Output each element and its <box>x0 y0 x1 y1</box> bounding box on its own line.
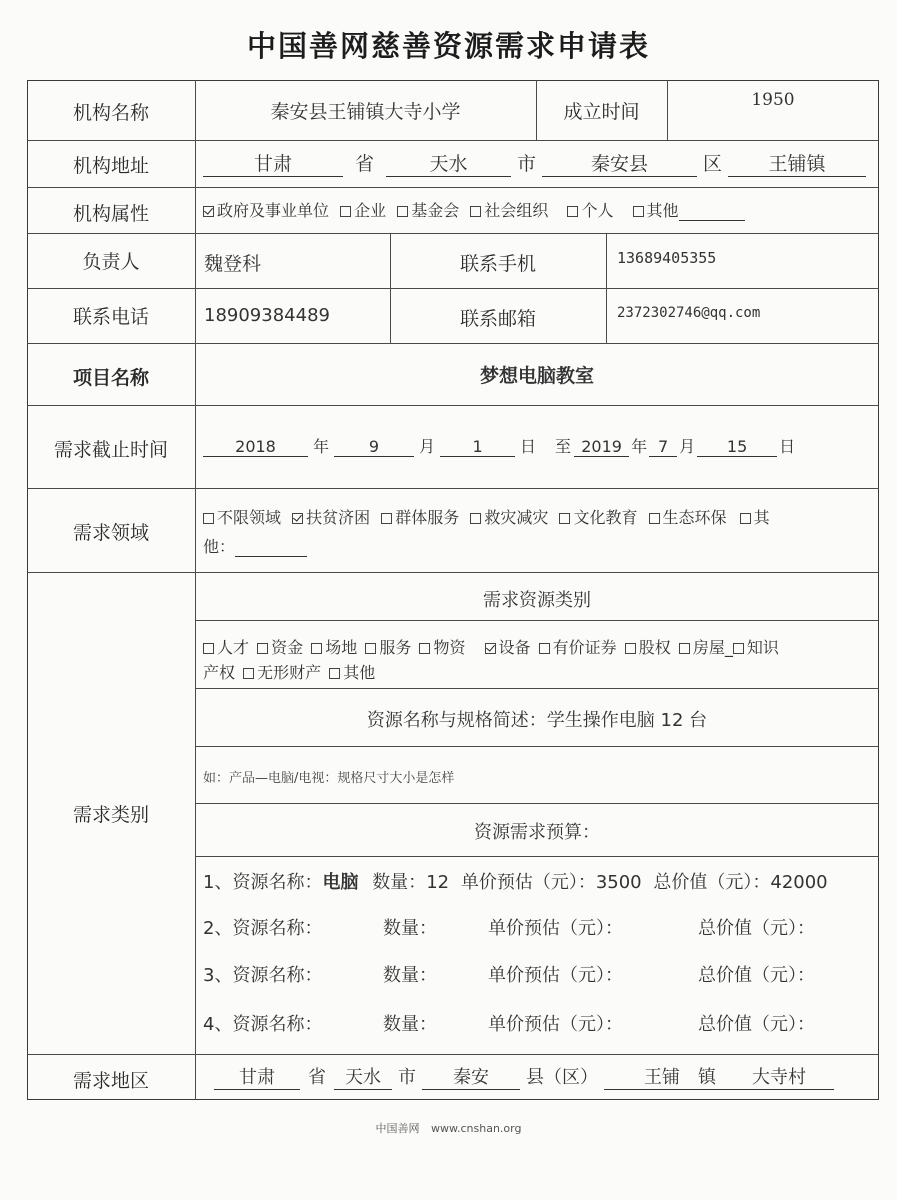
month-unit: 月 <box>419 437 436 456</box>
budget-row-2[interactable] <box>203 914 873 940</box>
org-type-option[interactable] <box>567 201 613 220</box>
resource-option-label: 场地 <box>325 638 358 657</box>
org-type-other-blank[interactable] <box>679 201 745 221</box>
checkbox-checked-icon[interactable] <box>485 643 496 654</box>
checkbox-icon[interactable] <box>329 668 340 679</box>
project-name-value[interactable]: 梦想电脑教室 <box>479 365 594 387</box>
resource-option[interactable] <box>257 638 303 657</box>
resource-option[interactable] <box>419 638 465 657</box>
row-divider <box>27 572 879 573</box>
project-name-label: 项目名称 <box>72 367 149 389</box>
budget-index: 2、资源名称： <box>203 918 323 939</box>
region-town: 王铺 <box>644 1067 680 1088</box>
region-field[interactable] <box>214 1063 834 1090</box>
budget-total: 42000 <box>770 872 828 893</box>
row-divider <box>27 288 879 289</box>
start-year: 2018 <box>203 437 308 457</box>
footer-url[interactable]: www.cnshan.org <box>431 1122 522 1135</box>
org-type-option-label: 社会组织 <box>484 201 549 220</box>
resource-option[interactable] <box>539 638 617 657</box>
budget-header: 资源需求预算： <box>474 822 600 843</box>
org-type-option[interactable] <box>397 201 459 220</box>
end-month: 7 <box>649 437 677 457</box>
leader-value[interactable]: 魏登科 <box>204 253 262 275</box>
checkbox-icon[interactable] <box>203 643 214 654</box>
budget-index: 4、资源名称： <box>203 1014 323 1035</box>
budget-row-3[interactable] <box>203 961 873 987</box>
checkbox-icon[interactable] <box>733 643 744 654</box>
row-divider <box>195 746 879 747</box>
checkbox-icon[interactable] <box>567 206 578 217</box>
row-divider <box>27 140 879 141</box>
province-suffix: 省 <box>355 153 375 175</box>
resource-type-options: 人才 资金 场地 服务 物资 设备 有价证券 股权 房屋_ 知识 <box>203 635 779 658</box>
org-address-field[interactable] <box>203 149 866 177</box>
row-divider <box>27 1054 879 1055</box>
founded-label: 成立时间 <box>563 101 640 123</box>
org-name-label: 机构名称 <box>72 102 149 124</box>
city-suffix: 市 <box>517 153 537 175</box>
budget-row-4[interactable] <box>203 1010 873 1036</box>
checkbox-icon[interactable] <box>257 643 268 654</box>
field-option[interactable] <box>559 508 637 527</box>
budget-price: 3500 <box>595 872 642 893</box>
resource-option-label: 产权 <box>203 663 236 682</box>
phone-value[interactable]: 18909384489 <box>204 305 330 326</box>
start-day: 1 <box>440 437 515 457</box>
row-divider <box>27 187 879 188</box>
budget-qty-label: 数量： <box>383 918 437 939</box>
row-divider <box>195 620 879 621</box>
field-other-label: 他： <box>203 537 236 556</box>
budget-index: 1、资源名称： <box>203 872 323 893</box>
region-city: 天水 <box>334 1063 392 1090</box>
resource-option-label: 人才 <box>217 638 250 657</box>
year-unit: 年 <box>313 437 330 456</box>
checkbox-icon[interactable] <box>633 206 644 217</box>
org-type-option-label: 企业 <box>354 201 387 220</box>
checkbox-icon[interactable] <box>419 643 430 654</box>
org-type-option-label: 个人 <box>581 201 614 220</box>
resource-option-label: 知识 <box>746 638 779 657</box>
budget-qty: 12 <box>426 872 450 893</box>
resource-option-label: 其他 <box>343 663 376 682</box>
budget-total-label: 总价值（元）： <box>698 965 815 986</box>
budget-total-label: 总价值（元）： <box>698 1014 815 1035</box>
org-address-label: 机构地址 <box>72 155 149 177</box>
checkbox-checked-icon[interactable] <box>203 206 214 217</box>
resource-option[interactable] <box>329 663 375 682</box>
field-option[interactable] <box>470 508 548 527</box>
row-divider <box>27 488 879 489</box>
checkbox-icon[interactable] <box>679 643 690 654</box>
day-unit: 日 <box>520 437 537 456</box>
checkbox-icon[interactable] <box>649 513 660 524</box>
field-label: 需求领域 <box>72 522 149 544</box>
resource-option[interactable] <box>311 638 357 657</box>
org-type-option-label: 政府及事业单位 <box>217 201 330 220</box>
field-option[interactable] <box>203 508 281 527</box>
county-suffix: 县（区） <box>526 1067 598 1088</box>
budget-qty-label: 数量： <box>383 1014 437 1035</box>
field-option-label: 生态环保 <box>662 508 727 527</box>
field-option-label: 不限领域 <box>217 508 282 527</box>
mobile-label: 联系手机 <box>459 253 536 275</box>
address-city: 天水 <box>386 149 511 177</box>
district-suffix: 区 <box>703 153 723 175</box>
resource-option[interactable] <box>243 663 321 682</box>
field-option-label: 其 <box>753 508 770 527</box>
budget-price-label: 单价预估（元）： <box>488 1014 623 1035</box>
address-province: 甘肃 <box>203 149 343 177</box>
field-option-label: 群体服务 <box>395 508 460 527</box>
checkbox-icon[interactable] <box>559 513 570 524</box>
start-month: 9 <box>334 437 414 457</box>
resource-option[interactable] <box>485 638 531 657</box>
resource-option-label: 资金 <box>271 638 304 657</box>
column-divider <box>667 80 668 140</box>
budget-qty-label: 数量： <box>383 965 437 986</box>
resource-option[interactable] <box>679 638 725 657</box>
org-type-options <box>203 198 745 221</box>
org-type-option[interactable] <box>470 201 548 220</box>
email-value[interactable]: 2372302746@qq.com <box>617 305 761 321</box>
address-town: 王铺镇 <box>728 149 866 177</box>
row-divider <box>27 233 879 234</box>
spec-example: 如：产品—电脑/电视：规格尺寸大小是怎样 <box>203 771 455 786</box>
region-village: 大寺村 <box>752 1067 806 1088</box>
region-county: 秦安 <box>422 1063 520 1090</box>
town-suffix: 镇 <box>698 1067 716 1088</box>
province-suffix: 省 <box>308 1067 326 1088</box>
budget-price-label: 单价预估（元）： <box>460 872 596 893</box>
checkbox-icon[interactable] <box>203 513 214 524</box>
demand-label: 需求类别 <box>72 804 149 826</box>
resource-option-label: 无形财产 <box>257 663 322 682</box>
checkbox-checked-icon[interactable] <box>292 513 303 524</box>
row-divider <box>195 688 879 689</box>
resource-option-label: 房屋 <box>692 638 725 657</box>
checkbox-icon[interactable] <box>625 643 636 654</box>
checkbox-icon[interactable] <box>340 206 351 217</box>
resource-option-label: 服务 <box>379 638 412 657</box>
row-divider <box>195 803 879 804</box>
page-footer <box>0 1120 897 1136</box>
end-day: 15 <box>697 437 777 457</box>
resource-option[interactable] <box>625 638 671 657</box>
budget-qty-label: 数量： <box>372 872 427 893</box>
checkbox-icon[interactable] <box>740 513 751 524</box>
field-option[interactable] <box>381 508 459 527</box>
org-type-option-label: 其他 <box>646 201 679 220</box>
field-other[interactable] <box>203 534 307 557</box>
field-option[interactable] <box>649 508 727 527</box>
checkbox-icon[interactable] <box>243 668 254 679</box>
resource-type-options-row2 <box>203 660 375 683</box>
resource-option-label: 物资 <box>433 638 466 657</box>
deadline-label: 需求截止时间 <box>53 439 168 461</box>
org-type-label: 机构属性 <box>72 203 149 225</box>
resource-option-label: 股权 <box>638 638 671 657</box>
row-divider <box>195 856 879 857</box>
budget-row-1[interactable] <box>203 868 828 894</box>
budget-price-label: 单价预估（元）： <box>488 965 623 986</box>
column-divider <box>606 233 607 343</box>
field-other-blank[interactable] <box>235 537 307 557</box>
org-name-value[interactable]: 秦安县王铺镇大寺小学 <box>270 101 461 123</box>
end-year: 2019 <box>574 437 629 457</box>
resource-option-label: 设备 <box>498 638 531 657</box>
form-title: 中国善网慈善资源需求申请表 <box>246 29 650 63</box>
field-options <box>203 505 770 528</box>
resource-type-header: 需求资源类别 <box>483 590 591 611</box>
budget-name: 电脑 <box>322 872 359 893</box>
to-label: 至 <box>555 437 572 456</box>
mobile-value[interactable]: 13689405355 <box>617 249 717 267</box>
budget-total-label: 总价值（元）： <box>698 918 815 939</box>
field-option[interactable] <box>740 508 770 527</box>
checkbox-icon[interactable] <box>381 513 392 524</box>
footer-site-name: 中国善网 <box>375 1122 420 1135</box>
org-type-option-label: 基金会 <box>411 201 460 220</box>
day-unit: 日 <box>779 437 796 456</box>
city-suffix: 市 <box>398 1067 416 1088</box>
row-divider <box>27 405 879 406</box>
month-unit: 月 <box>679 437 696 456</box>
phone-label: 联系电话 <box>72 306 149 328</box>
checkbox-icon[interactable] <box>365 643 376 654</box>
region-label: 需求地区 <box>72 1070 149 1092</box>
resource-option[interactable] <box>203 638 249 657</box>
budget-price-label: 单价预估（元）： <box>488 918 623 939</box>
org-type-option[interactable] <box>633 201 745 220</box>
deadline-field[interactable] <box>203 434 797 457</box>
address-district: 秦安县 <box>542 149 697 177</box>
resource-option[interactable] <box>733 638 779 657</box>
field-option-label: 文化教育 <box>573 508 638 527</box>
checkbox-icon[interactable] <box>470 513 481 524</box>
field-option-label: 扶贫济困 <box>306 508 371 527</box>
row-divider <box>27 343 879 344</box>
checkbox-icon[interactable] <box>539 643 550 654</box>
budget-total-label: 总价值（元）： <box>653 872 771 893</box>
resource-option[interactable] <box>365 638 411 657</box>
spec-title[interactable]: 资源名称与规格简述：学生操作电脑 12 台 <box>366 710 708 731</box>
checkbox-icon[interactable] <box>470 206 481 217</box>
org-type-option[interactable] <box>203 201 329 220</box>
checkbox-icon[interactable] <box>397 206 408 217</box>
org-type-option[interactable] <box>340 201 386 220</box>
year-unit: 年 <box>631 437 648 456</box>
checkbox-icon[interactable] <box>311 643 322 654</box>
resource-option-label: 有价证券 <box>552 638 617 657</box>
budget-index: 3、资源名称： <box>203 965 323 986</box>
field-option[interactable] <box>292 508 370 527</box>
region-province: 甘肃 <box>214 1063 300 1090</box>
leader-label: 负责人 <box>82 251 140 273</box>
founded-value[interactable]: 1950 <box>751 90 795 110</box>
email-label: 联系邮箱 <box>459 308 536 330</box>
field-option-label: 救灾减灾 <box>484 508 549 527</box>
